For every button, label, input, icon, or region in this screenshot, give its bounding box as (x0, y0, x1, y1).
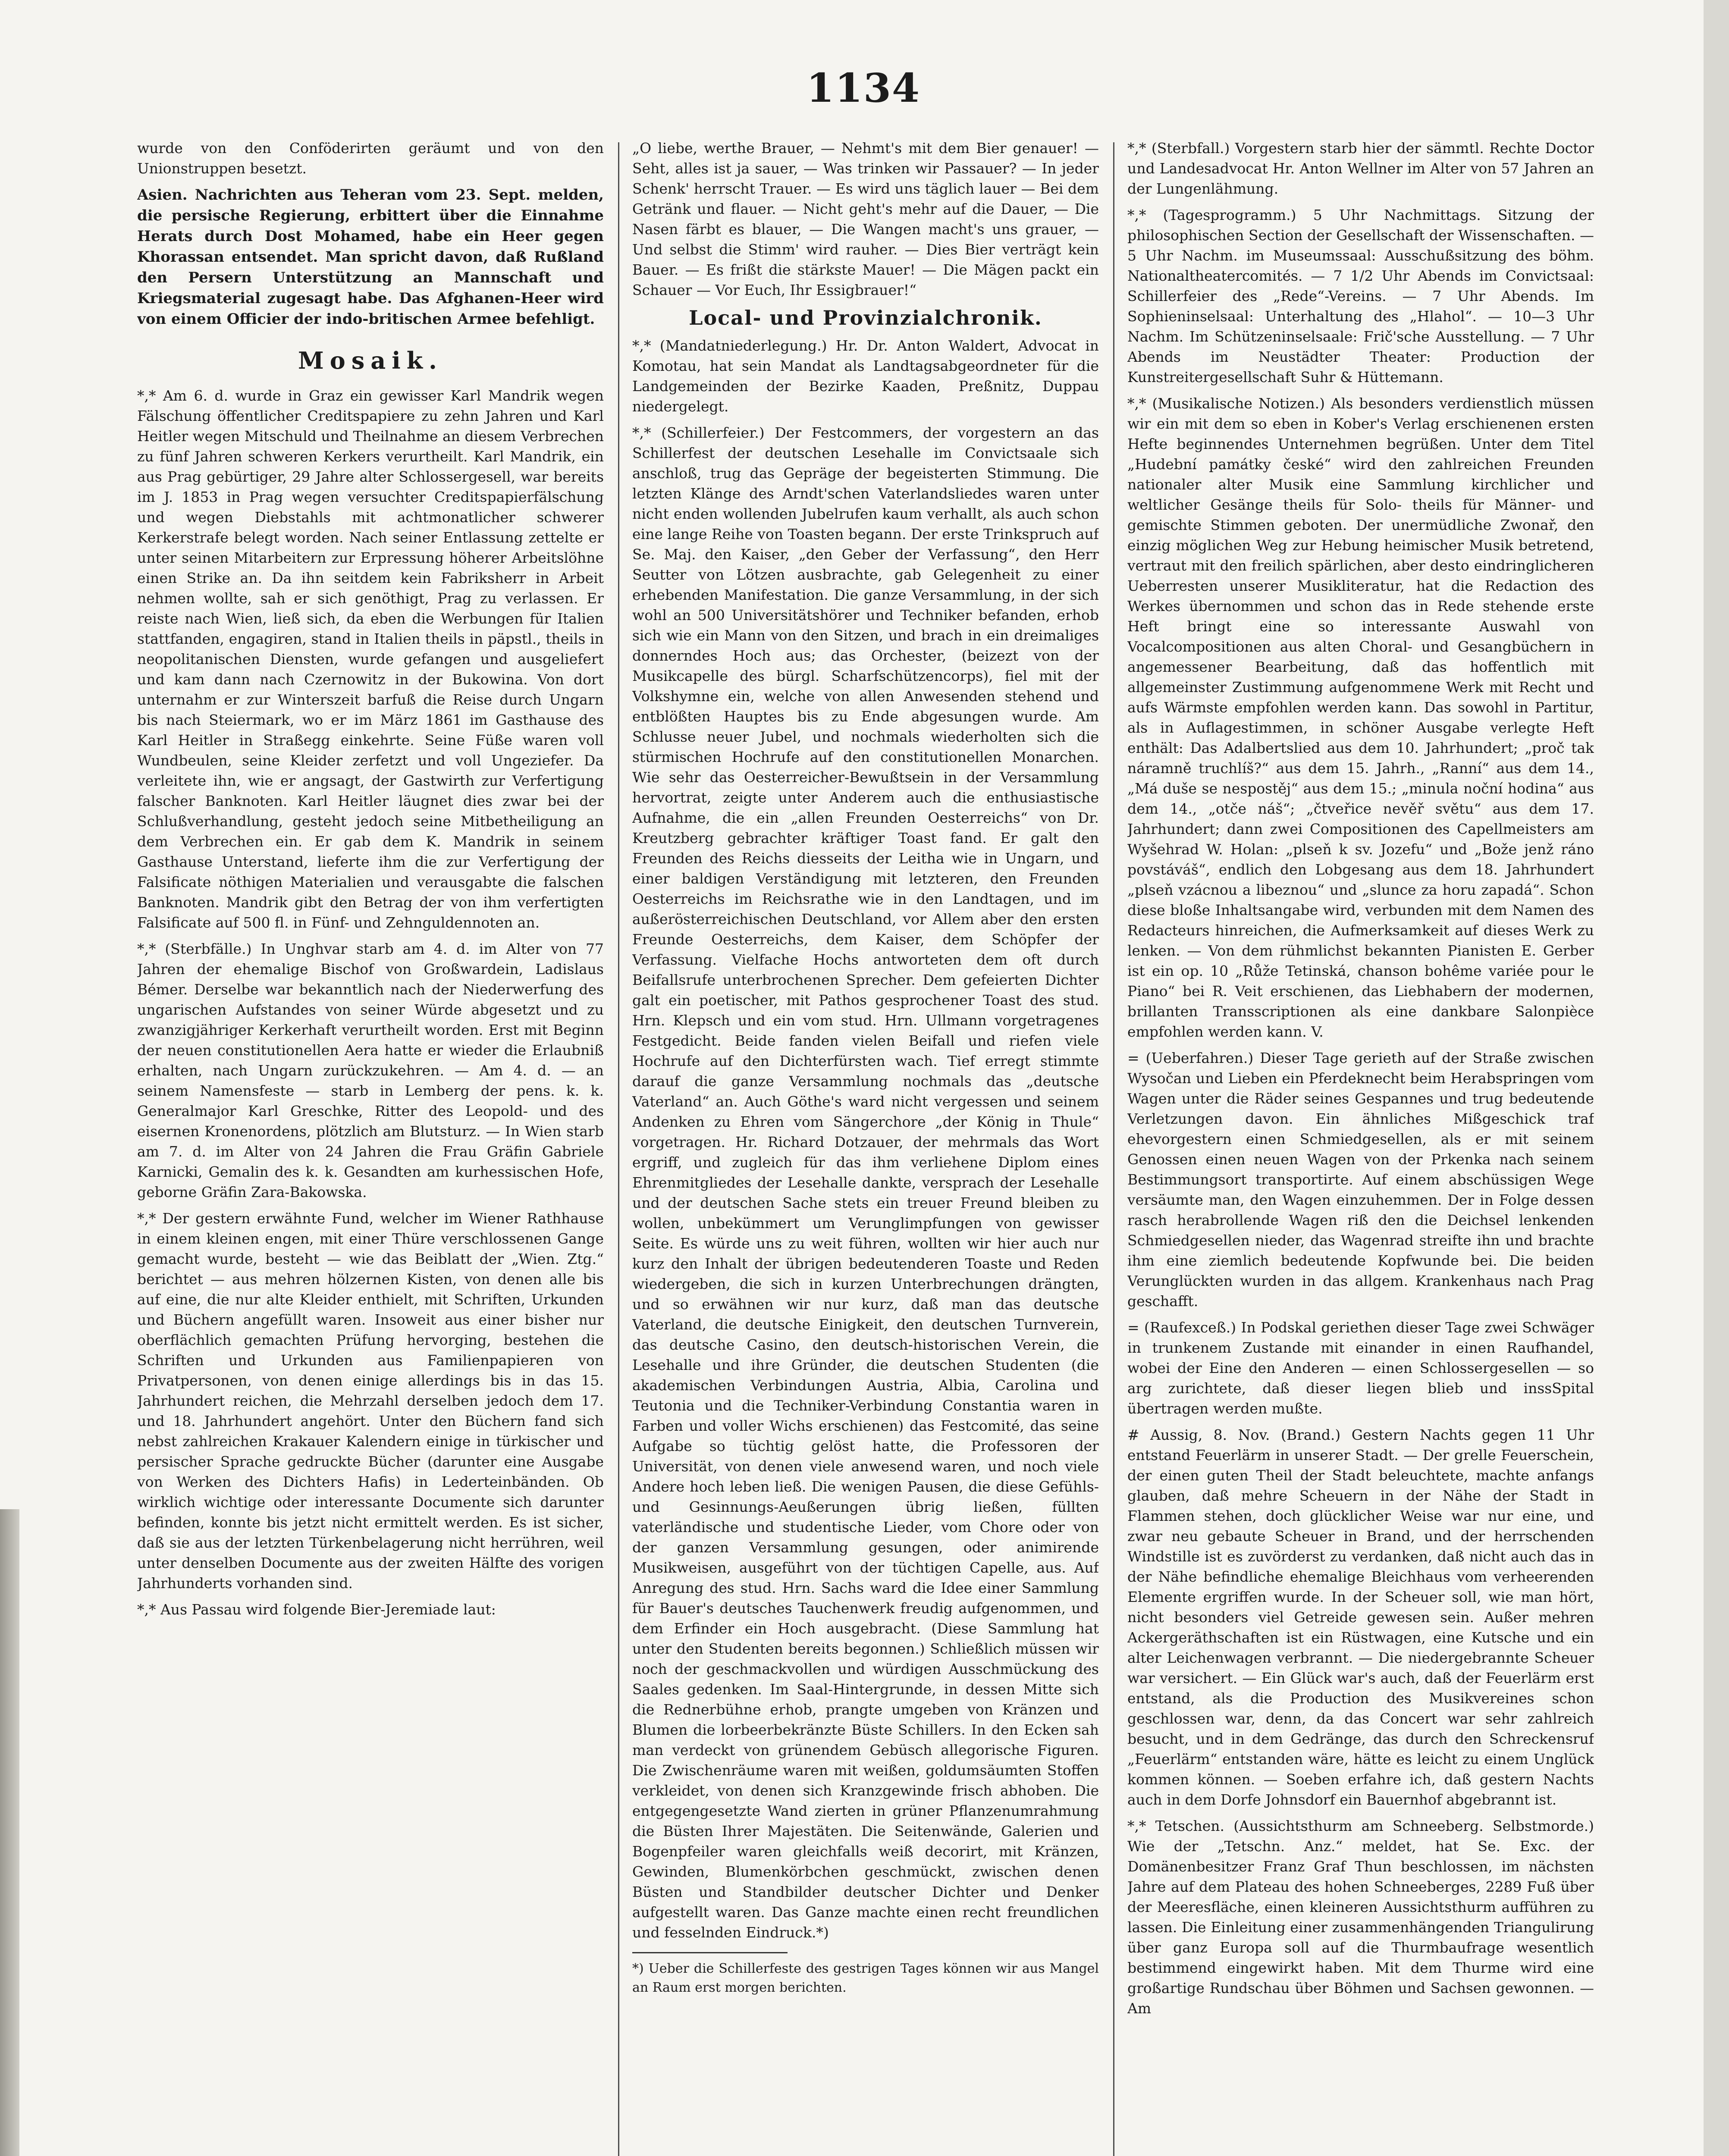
page-number: 1134 (806, 65, 921, 111)
footnote: *) Ueber die Schillerfeste des gestrigen Tages können wir aus Mangel an Raum erst morgen berichten. (632, 1961, 1099, 1995)
chronicle-tetschen: *,* Tetschen. (Aussichtsthurm am Schneeberg. Selbstmorde.) Wie der „Tetschn. Anz.“ meldet, hat Se. Exc. der Domänenbesitzer Franz Graf Thun beschlossen, im nächsten Jahre auf dem Plateau des hohen Schneeberges, 2289 Fuß über der Meeresfläche, einen kleineren Aussichtsthurm aufführen zu lassen. Die Einleitung einer zusammenhängenden Triangulirung über ganz Europa soll auf die Thurmbaufrage wesentlich bestimmend eingewirkt haben. Mit dem Thurme wird eine großartige Rundschau über Böhmen und Sachsen gewonnen. — Am (1127, 1818, 1594, 2017)
mosaik-heading: Mosaik. (298, 347, 443, 374)
chronicle-accident: = (Ueberfahren.) Dieser Tage gerieth auf der Straße zwischen Wysočan und Lieben ein Pferdeknecht beim Herabspringen vom Wagen unter die Räder seines Gespannes und trug bedeutende Verletzungen davon. Ein ähnliches Mißgeschick traf ehevorgestern einen Schmiedgesellen, als er mit seinem Genossen einen neuen Wagen von der Prkenka nach seinem Bestimmungsort transportirte. Auf einem abschüssigen Wege versäumte man, den Wagen einzuhemmen. Der in Folge dessen rasch herabrollende Wagen riß den die Deichsel lenkenden Schmiedgesellen nieder, das Wagenrad streifte ihn und brachte ihm eine ziemlich bedeutende Kopfwunde bei. Die beiden Verunglückten wurden in das allgem. Krankenhaus nach Prag geschafft. (1127, 1050, 1594, 1310)
chronicle-music-notes: *,* (Musikalische Notizen.) Als besonders verdienstlich müssen wir ein mit dem so eben in Kober's Verlag erschienenen ersten Hefte beginnendes Unternehmen begrüßen. Unter dem Titel „Hudební památky české“ wird den zahlreichen Freunden nationaler alter Musik eine Sammlung kirchlicher und weltlicher Gesänge theils für Solo- theils für Männer- und gemischte Stimmen geboten. Der unermüdliche Zwonař, den einzig möglichen Weg zur Hebung heimischer Musik betretend, vertraut mit den freilich spärlichen, aber desto eindringlicheren Ueberresten unserer Musikliteratur, hat die Redaction des Werkes übernommen und schon das in Rede stehende erste Heft bringt eine so interessante Auswahl von Vocalcompositionen aus alten Choral- und Gesangbüchern in angemessener Bearbeitung, daß das hoffentlich mit allgemeinster Zustimmung aufgenommene Werk mit Recht und aufs Wärmste empfohlen werden kann. Das sowohl in Partitur, als in Auflagestimmen, in schöner Ausgabe verlegte Heft enthält: Das Adalbertslied aus dem 10. Jahrhundert; „proč tak náramně truchlíš?“ aus dem 15. Jahrh., „Ranní“ aus dem 14., „Má duše se nespostěj“ aus dem 15.; „minula noční hodina“ aus dem 14., „otče náš“; „čtveřice nevěř světu“ aus dem 17. Jahrhundert; dann zwei Compositionen des Capellmeisters am Wyšehrad W. Holan: „plseň k sv. Jozefu“ und „Bože jenž ráno povstáváš“, endlich den Lobgesang aus dem 18. Jahrhundert „plseň vzácnou a libeznou“ und „slunce za horu zapadá“. Schon diese bloße Inhaltsangabe wird, verbunden mit dem Namen des Redacteurs hinreichen, die Aufmerksamkeit auf dieses Werk zu lenken. — Von dem rühmlichst bekannten Pianisten E. Gerber ist ein op. 10 „Růže Tetinská, chanson bohême variée pour le Piano“ bei R. Veit erschienen, das Liebhabern der modernen, brillanten Transscriptionen als eine dankbare Salonpièce empfohlen werden kann. V. (1127, 395, 1594, 1040)
middle-column (632, 138, 1099, 2156)
article-continuation: wurde von den Conföderirten geräumt und von den Unionstruppen besetzt. (137, 140, 604, 177)
chronicle-daily-program: *,* (Tagesprogramm.) 5 Uhr Nachmittags. Sitzung der philosophischen Section der Gesellschaft der Wissenschaften. — 5 Uhr Nachm. im Museumssaal: Ausschußsitzung des böhm. Nationaltheatercomités. — 7 1/2 Uhr Abends im Convictsaal: Schillerfeier des „Rede“-Vereins. — 7 Uhr Abends. Im Sophieninselsaal: Unterhaltung des „Hlahol“. — 10—3 Uhr Nachm. Im Schützeninselsaale: Frič'sche Ausstellung. — 7 Uhr Abends im Neustädter Theater: Production der Kunstreitergesellschaft Suhr & Hüttemann. (1127, 207, 1594, 385)
chronicle-death: *,* (Sterbfall.) Vorgestern starb hier der sämmtl. Rechte Doctor und Landesadvocat Hr. Anton Wellner im Alter von 57 Jahren an der Lungenlähmung. (1127, 140, 1594, 197)
mosaik-article-forgery: *,* Am 6. d. wurde in Graz ein gewisser Karl Mandrik wegen Fälschung öffentlicher Creditspapiere zu zehn Jahren und Karl Heitler wegen Mitschuld und Theilnahme an diesem Verbrechen zu fünf Jahren schweren Kerkers verurtheilt. Karl Mandrik, ein aus Prag gebürtiger, 29 Jahre alter Schlossergesell, war bereits im J. 1853 in Prag wegen versuchter Creditspapierfälschung und wegen Diebstahls mit achtmonatlicher schwerer Kerkerstrafe belegt worden. Nach seiner Entlassung zettelte er unter seinen Mitarbeitern zur Erpressung höherer Arbeitslöhne einen Strike an. Da ihn seitdem kein Fabriksherr in Arbeit nehmen wollte, sah er sich genöthigt, Prag zu verlassen. Er reiste nach Wien, ließ sich, da eben die Werbungen für Italien stattfanden, engagiren, stand in Italien theils in päpstl., theils in neopolitanischen Diensten, wurde gefangen und ausgeliefert und kam dann nach Czernowitz in der Bukowina. Von dort unternahm er zur Winterszeit barfuß die Reise durch Ungarn bis nach Steiermark, wo er im März 1861 im Gasthause des Karl Heitler in Straßegg einkehrte. Seine Füße waren voll Wundbeulen, seine Kleider zerfetzt und voll Ungeziefer. Da verleitete ihn, wie er angsagt, der Gastwirth zur Verfertigung falscher Banknoten. Karl Heitler läugnet dies zwar bei der Schlußverhandlung, gesteht jedoch seine Mitbetheiligung an dem Verbrechen ein. Er gab dem K. Mandrik in seinem Gasthause Unterstand, lieferte ihm die zur Verfertigung der Falsificate nöthigen Materialien und verausgabte die falschen Banknoten. Mandrik gibt den Betrag der von ihm verfertigten Falsificate auf 500 fl. in Fünf- und Zehnguldennoten an. (137, 387, 604, 931)
chronicle-mandate: *,* (Mandatniederlegung.) Hr. Dr. Anton Waldert, Advocat in Komotau, hat sein Mandat als Landtagsabgeordneter für die Landgemeinden der Bezirke Kaaden, Preßnitz, Duppau niedergelegt. (632, 337, 1099, 415)
mosaik-article-passau: *,* Aus Passau wird folgende Bier-Jeremiade laut: (137, 1601, 496, 1618)
footnote-divider (632, 1952, 788, 1953)
left-column (137, 138, 604, 2156)
column-divider (618, 142, 619, 2156)
mosaik-article-deaths: *,* (Sterbfälle.) In Unghvar starb am 4. d. im Alter von 77 Jahren der ehemalige Bischof von Großwardein, Ladislaus Bémer. Derselbe war bekanntlich nach der Niederwerfung des ungarischen Aufstandes von seiner Würde abgesetzt und zu zwanzigjähriger Kerkerhaft verurtheilt worden. Erst mit Beginn der neuen constitutionellen Aera hatte er wieder die Erlaubniß erhalten, nach Ungarn zurückzukehren. — Am 4. d. — an seinem Namensfeste — starb in Lemberg der pens. k. k. Generalmajor Karl Greschke, Ritter des Leopold- und des eisernen Kronenordens, plötzlich am Blutsturz. — In Wien starb am 7. d. im Alter von 24 Jahren die Frau Gräfin Gabriele Karnicki, Gemalin des k. k. Gesandten am kurhessischen Hofe, geborne Gräfin Zara-Bakowska. (137, 940, 604, 1200)
right-column (1127, 138, 1594, 2156)
chronicle-aussig-fire: # Aussig, 8. Nov. (Brand.) Gestern Nachts gegen 11 Uhr entstand Feuerlärm in unserer Stadt. — Der grelle Feuerschein, der einen guten Theil der Stadt beleuchtete, machte anfangs glauben, daß mehre Scheuern in der Nähe der Stadt in Flammen stehen, doch glücklicher Weise war nur eine, und zwar neu gebaute Scheuer in Brand, und der herrschenden Windstille ist es zuvörderst zu verdanken, daß nicht auch das in der Nähe befindliche ehemalige Bleichhaus vom verheerenden Elemente ergriffen wurde. In der Scheuer soll, wie man hört, nicht besonders viel Getreide gewesen sein. Außer mehren Ackergeräthschaften ist ein Rüstwagen, eine Kutsche und ein alter Leichenwagen verbrannt. — Die niedergebrannte Scheuer war versichert. — Ein Glück war's auch, daß der Feuerlärm erst entstand, als die Production des Musikvereines schon geschlossen war, denn, da das Concert war sehr zahlreich besucht, und in dem Gedränge, das durch den Schreckensruf „Feuerlärm“ entstanden wäre, hätte es leicht zu einem Unglück kommen können. — Soeben erfahre ich, daß gestern Nachts auch in dem Dorfe Johnsdorf ein Bauernhof abgebrannt ist. (1127, 1426, 1594, 1808)
asien-news: Asien. Nachrichten aus Teheran vom 23. Sept. melden, die persische Regierung, erbittert über die Einnahme Herats durch Dost Mohamed, habe ein Heer gegen Khorassan entsendet. Man spricht davon, daß Rußland den Persern Unterstützung an Mannschaft und Kriegsmaterial zugesagt habe. Das Afghanen-Heer wird von einem Officier der indo-britischen Armee befehligt. (137, 186, 604, 328)
page-edge (1704, 0, 1729, 2156)
mosaik-article-find: *,* Der gestern erwähnte Fund, welcher im Wiener Rathhause in einem kleinen engen, mit einer Thüre verschlossenen Gange gemacht wurde, besteht — wie das Beiblatt der „Wien. Ztg.“ berichtet — aus mehren hölzernen Kisten, von denen alle bis auf eine, die nur alte Kleider enthielt, mit Schriften, Urkunden und Büchern angefüllt waren. Insoweit aus einer bisher nur oberflächlich gemachten Prüfung hervorging, bestehen die Schriften und Urkunden aus Familienpapieren von Privatpersonen, von denen einige allerdings bis in das 15. Jahrhundert reichen, die Mehrzahl derselben jedoch dem 17. und 18. Jahrhundert angehört. Unter den Büchern fand sich nebst zahlreichen Krakauer Kalendern einige in türkischer und persischer Sprache gedruckte Bücher (darunter eine Ausgabe von Werken des Dichters Hafis) in Lederteinbänden. Ob wirklich wichtige oder interessante Documente sich darunter befinden, konnte bis jetzt nicht ermittelt werden. Es ist sicher, daß sie aus der letzten Türkenbelagerung nicht herrühren, weil unter denselben Documente aus der zweiten Hälfte des vorigen Jahrhunderts vorhanden sind. (137, 1210, 604, 1592)
beer-poem: „O liebe, werthe Brauer, — Nehmt's mit dem Bier genauer! — Seht, alles ist ja sauer, — Was trinken wir Passauer? — In jeder Schenk' herrscht Trauer. — Es wird uns täglich lauer — Bei dem Getränk und flauer. — Nicht geht's mehr auf die Dauer, — Die Nasen färbt es blauer, — Die Wangen macht's uns grauer, — Und selbst die Stimm' wird rauher. — Dies Bier verträgt kein Bauer. — Es frißt die stärkste Mauer! — Die Mägen packt ein Schauer — Vor Euch, Ihr Essigbrauer!“ (632, 140, 1099, 298)
local-chronicle-heading: Local- und Provinzialchronik. (689, 306, 1042, 329)
chronicle-schiller-celebration: *,* (Schillerfeier.) Der Festcommers, der vorgestern an das Schillerfest der deutschen Lesehalle im Convictsaale sich anschloß, trug das Gepräge der begeisterten Stimmung. Die letzten Klänge des Arndt'schen Vaterlandsliedes waren unter nicht enden wollenden Jubelrufen kaum verhallt, als auch schon eine lange Reihe von Toasten begann. Der erste Trinkspruch auf Se. Maj. den Kaiser, „den Geber der Verfassung“, den Herr Seutter von Lötzen ausbrachte, gab Gelegenheit zu einer erhebenden Manifestation. Die ganze Versammlung, in der sich wohl an 500 Universitätshörer und Techniker befanden, erhob sich wie ein Mann von den Sitzen, und brach in ein dreimaliges donnerndes Hoch aus; das Orchester, (beizezt von der Musikcapelle des bürgl. Scharfschützencorps), fiel mit der Volkshymne ein, welche von allen Anwesenden stehend und entblößten Hauptes bis zu Ende abgesungen wurde. Am Schlusse neuer Jubel, und nochmals wiederholten sich die stürmischen Hochrufe auf den constitutionellen Monarchen. Wie sehr das Oesterreicher-Bewußtsein in der Versammlung hervortrat, zeigte unter Anderem auch die enthusiastische Aufnahme, die ein „allen Freunden Oesterreichs“ von Dr. Kreutzberg gebrachter kräftiger Toast fand. Er galt den Freunden des Reichs diesseits der Leitha wie in Ungarn, und einer baldigen Verständigung mit letzteren, den Freunden Oesterreichs im Reichsrathe wie in den Landtagen, und im außerösterreichischen Deutschland, vor Allem aber den ersten Freunde Oesterreichs, dem Kaiser, dem Schöpfer der Verfassung. Vielfache Hochs antworteten dem oft durch Beifallsrufe unterbrochenen Sprecher. Dem gefeierten Dichter galt ein poetischer, mit Pathos gesprochener Toast des stud. Hrn. Klepsch und ein vom stud. Hrn. Ullmann vorgetragenes Festgedicht. Beide fanden vielen Beifall und riefen viele Hochrufe auf den Dichterfürsten wach. Tief erregt stimmte darauf die ganze Versammlung nochmals das „deutsche Vaterland“ an. Auch Göthe's ward nicht vergessen und seinem Andenken zu Ehren vom Sängerchore „der König in Thule“ vorgetragen. Hr. Richard Dotzauer, der mehrmals das Wort ergriff, und zugleich für das ihm verliehene Diplom eines Ehrenmitgliedes der Lesehalle dankte, versprach der Lesehalle und der deutschen Sache stets ein treuer Freund bleiben zu wollen, unbekümmert um Verunglimpfungen von gewisser Seite. Es würde uns zu weit führen, wollten wir hier auch nur kurz den Inhalt der übrigen bedeutenderen Toaste und Reden wiedergeben, die sich in kurzen Unterbrechungen drängten, und so erwähnen wir nur kurz, daß man das deutsche Vaterland, die deutsche Einigkeit, den deutschen Turnverein, das deutsche Casino, den deutsch-historischen Verein, die Lesehalle und ihre Gründer, die deutschen Studenten (die akademischen Verbindungen Austria, Albia, Carolina und Teutonia und die Techniker-Verbindung Constantia waren in Farben und voller Wichs erschienen) das Festcomité, das seine Aufgabe so tüchtig gelöst hatte, die Professoren der Universität, von denen viele anwesend waren, und noch viele Andere hoch leben ließ. Die wenigen Pausen, die diese Gefühls- und Gesinnungs-Aeußerungen übrig ließen, füllten vaterländische und studentische Lieder, vom Chore oder von der ganzen Versammlung gesungen, oder animirende Musikweisen, ausgeführt von der tüchtigen Capelle, aus. Auf Anregung des stud. Hrn. Sachs ward die Idee einer Sammlung für Bauer's deutsches Tauchenwerk freudig aufgenommen, und dem Erfinder ein Hoch ausgebracht. (Diese Sammlung hat unter den Studenten bereits begonnen.) Schließlich müssen wir noch der geschmackvollen und würdigen Ausschmückung des Saales gedenken. Im Saal-Hintergrunde, in dessen Mitte sich die Rednerbühne erhob, prangte umgeben von Kränzen und Blumen die lorbeerbekränzte Büste Schillers. In den Ecken sah man verdeckt von grünendem Gebüsch allegorische Figuren. Die Zwischenräume waren mit weißen, goldumsäumten Stoffen verkleidet, von denen sich Kranzgewinde frisch abhoben. Die entgegengesetzte Wand zierten in grüner Pflanzenumrahmung die Büsten Ihrer Majestäten. Die Seitenwände, Galerien und Bogenpfeiler waren gleichfalls weiß decorirt, mit Kränzen, Gewinden, Blumenkörbchen geschmückt, zwischen denen Büsten und Standbilder deutscher Dichter und Denker aufgestellt waren. Das Ganze machte einen recht freundlichen und fesselnden Eindruck.*) (632, 424, 1099, 1941)
binding-edge (0, 1509, 19, 2156)
column-divider (1113, 142, 1114, 2156)
chronicle-brawl: = (Raufexceß.) In Podskal geriethen dieser Tage zwei Schwäger in trunkenem Zustande mit einander in einen Raufhandel, wobei der Eine den Anderen — einen Schlossergesellen — so arg zurichtete, daß dieser liegen blieb und inssSpital übertragen werden mußte. (1127, 1319, 1594, 1417)
